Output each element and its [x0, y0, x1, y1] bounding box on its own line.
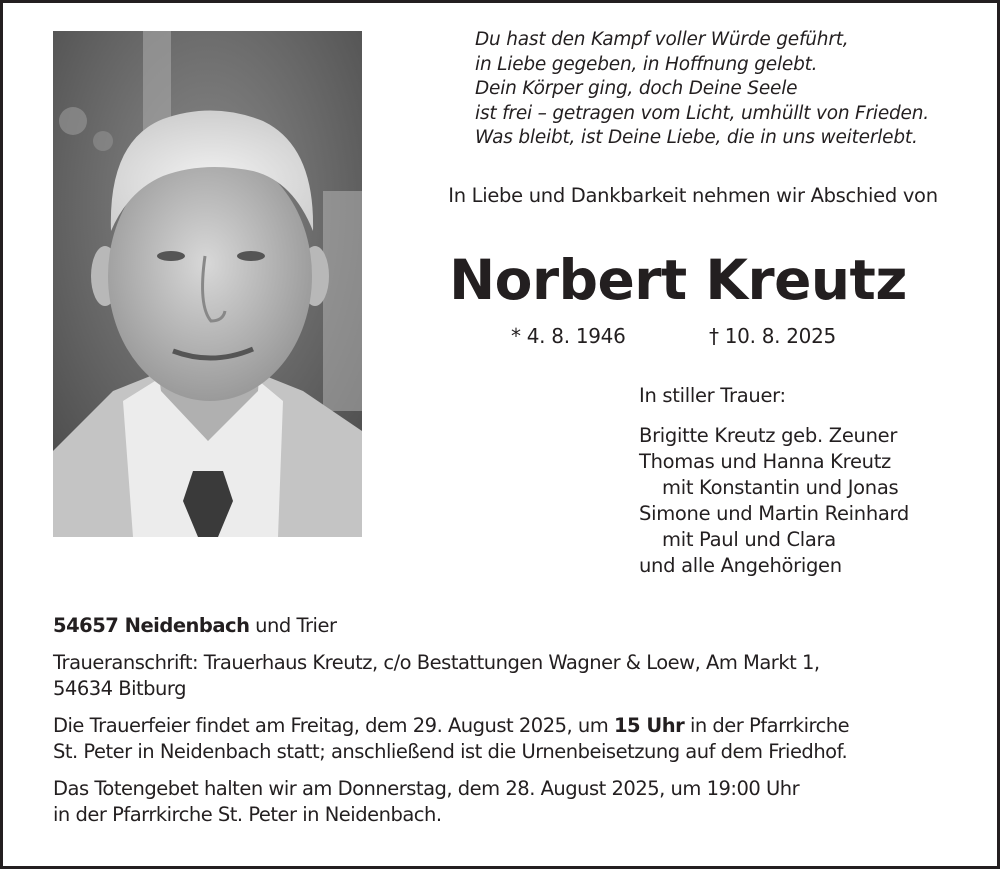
funeral-text: Die Trauerfeier findet am Freitag, dem 29. August 2025, um: [53, 714, 614, 737]
poem: [475, 28, 975, 151]
funeral-service: [53, 713, 973, 765]
poem-line: in Liebe gegeben, in Hoffnung gelebt.: [475, 53, 818, 75]
mourner-line: mit Konstantin und Jonas: [662, 476, 899, 499]
location: [53, 613, 973, 639]
mourner-line: und alle Angehörigen: [639, 554, 842, 577]
poem-line: Dein Körper ging, doch Deine Seele: [475, 78, 798, 99]
mourner-line: Brigitte Kreutz geb. Zeuner: [639, 424, 898, 447]
prayer-line-2: in der Pfarrkirche St. Peter in Neidenbach.: [53, 803, 442, 826]
funeral-time: 15 Uhr: [613, 714, 685, 737]
farewell-intro: In Liebe und Dankbarkeit nehmen wir Abschied von: [448, 184, 938, 207]
portrait-photo: [53, 31, 362, 537]
mourners-list: [639, 383, 979, 579]
prayer-service: [53, 776, 973, 828]
funeral-text: in der Pfarrkirche: [684, 714, 850, 737]
location-rest: und Trier: [249, 614, 337, 637]
birth-date: * 4. 8. 1946: [511, 324, 626, 348]
poem-line: ist frei – getragen vom Licht, umhüllt von Frieden.: [475, 102, 929, 124]
address-line-2: 54634 Bitburg: [53, 677, 186, 700]
mourner-line: mit Paul und Clara: [662, 528, 836, 551]
funeral-details: [53, 613, 973, 839]
poem-line: Du hast den Kampf voller Würde geführt,: [475, 29, 849, 50]
mourners-heading: In stiller Trauer:: [639, 384, 786, 407]
funeral-text-line-2: St. Peter in Neidenbach statt; anschließend ist die Urnenbeisetzung auf dem Friedhof.: [53, 740, 848, 763]
prayer-line-1: Das Totengebet halten wir am Donnerstag, dem 28. August 2025, um 19:00 Uhr: [53, 777, 800, 800]
deceased-name: Norbert Kreutz: [449, 248, 907, 312]
address-line-1: Traueranschrift: Trauerhaus Kreutz, c/o Bestattungen Wagner & Loew, Am Markt 1,: [53, 651, 820, 674]
mourner-line: Simone und Martin Reinhard: [639, 502, 909, 525]
mourning-address: [53, 650, 973, 702]
poem-line: Was bleibt, ist Deine Liebe, die in uns weiterlebt.: [475, 127, 918, 148]
mourner-line: Thomas und Hanna Kreutz: [639, 450, 891, 473]
location-main: 54657 Neidenbach: [53, 614, 250, 637]
death-date: † 10. 8. 2025: [709, 324, 836, 348]
